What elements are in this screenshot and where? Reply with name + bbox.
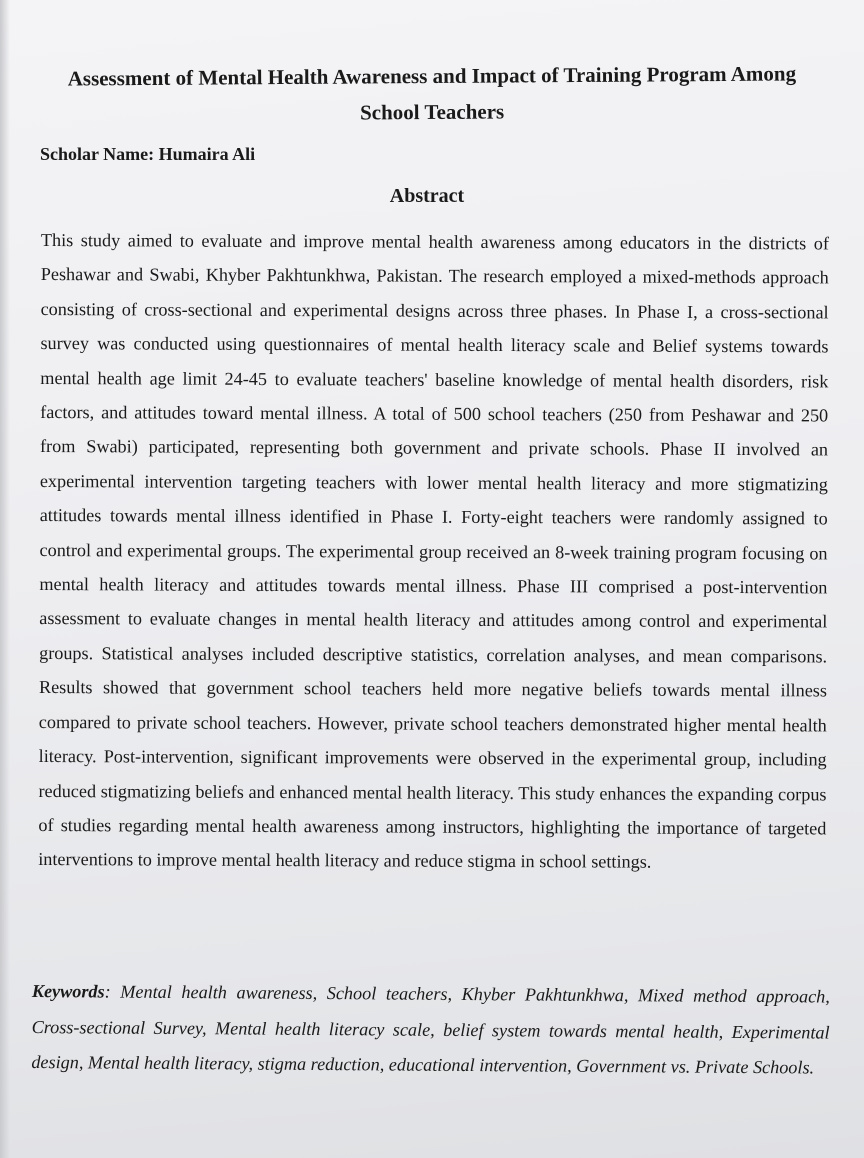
page-edge-shadow <box>0 0 10 1158</box>
keywords-list: : Mental health awareness, School teachers, Khyber Pakhtunkhwa, Mixed method approach, Cross-sectional Survey, Mental health literacy scale, belief system towards mental health, Experimental design, Mental health literacy, stigma reduction, educational intervention, Government vs. Private Schools. <box>31 981 830 1078</box>
abstract-body: This study aimed to evaluate and improve mental health awareness among educators in the districts of Peshawar and Swabi, Khyber Pakhtunkhwa, Pakistan. The research employed a mixed-methods approach consisting of cross-sectional and experimental designs across three phases. In Phase I, a cross-sectional survey was conducted using questionnaires of mental health literacy scale and Belief systems towards mental health age limit 24-45 to evaluate teachers' baseline knowledge of mental health disorders, risk factors, and attitudes toward mental illness. A total of 500 school teachers (250 from Peshawar and 250 from Swabi) participated, representing both government and private schools. Phase II involved an experimental intervention targeting teachers with lower mental health literacy and more stigmatizing attitudes towards mental illness identified in Phase I. Forty-eight teachers were randomly assigned to control and experimental groups. The experimental group received an 8-week training program focusing on mental health literacy and attitudes towards mental illness. Phase III comprised a post-intervention assessment to evaluate changes in mental health literacy and attitudes among control and experimental groups. Statistical analyses included descriptive statistics, correlation analyses, and mean comparisons. Results showed that government school teachers held more negative beliefs towards mental illness compared to private school teachers. However, private school teachers demonstrated higher mental health literacy. Post-intervention, significant improvements were observed in the experimental group, including reduced stigmatizing beliefs and enhanced mental health literacy. This study enhances the expanding corpus of studies regarding mental health awareness among instructors, highlighting the importance of targeted interventions to improve mental health literacy and reduce stigma in school settings. <box>38 229 829 872</box>
keywords-label: Keywords <box>31 980 105 1002</box>
scholar-name: Scholar Name: Humaira Ali <box>40 144 256 164</box>
abstract-heading: Abstract <box>389 185 465 207</box>
keywords-paragraph <box>31 974 830 1086</box>
document-title: Assessment of Mental Health Awareness and Impact of Training Program Among School Teachers <box>67 61 797 125</box>
